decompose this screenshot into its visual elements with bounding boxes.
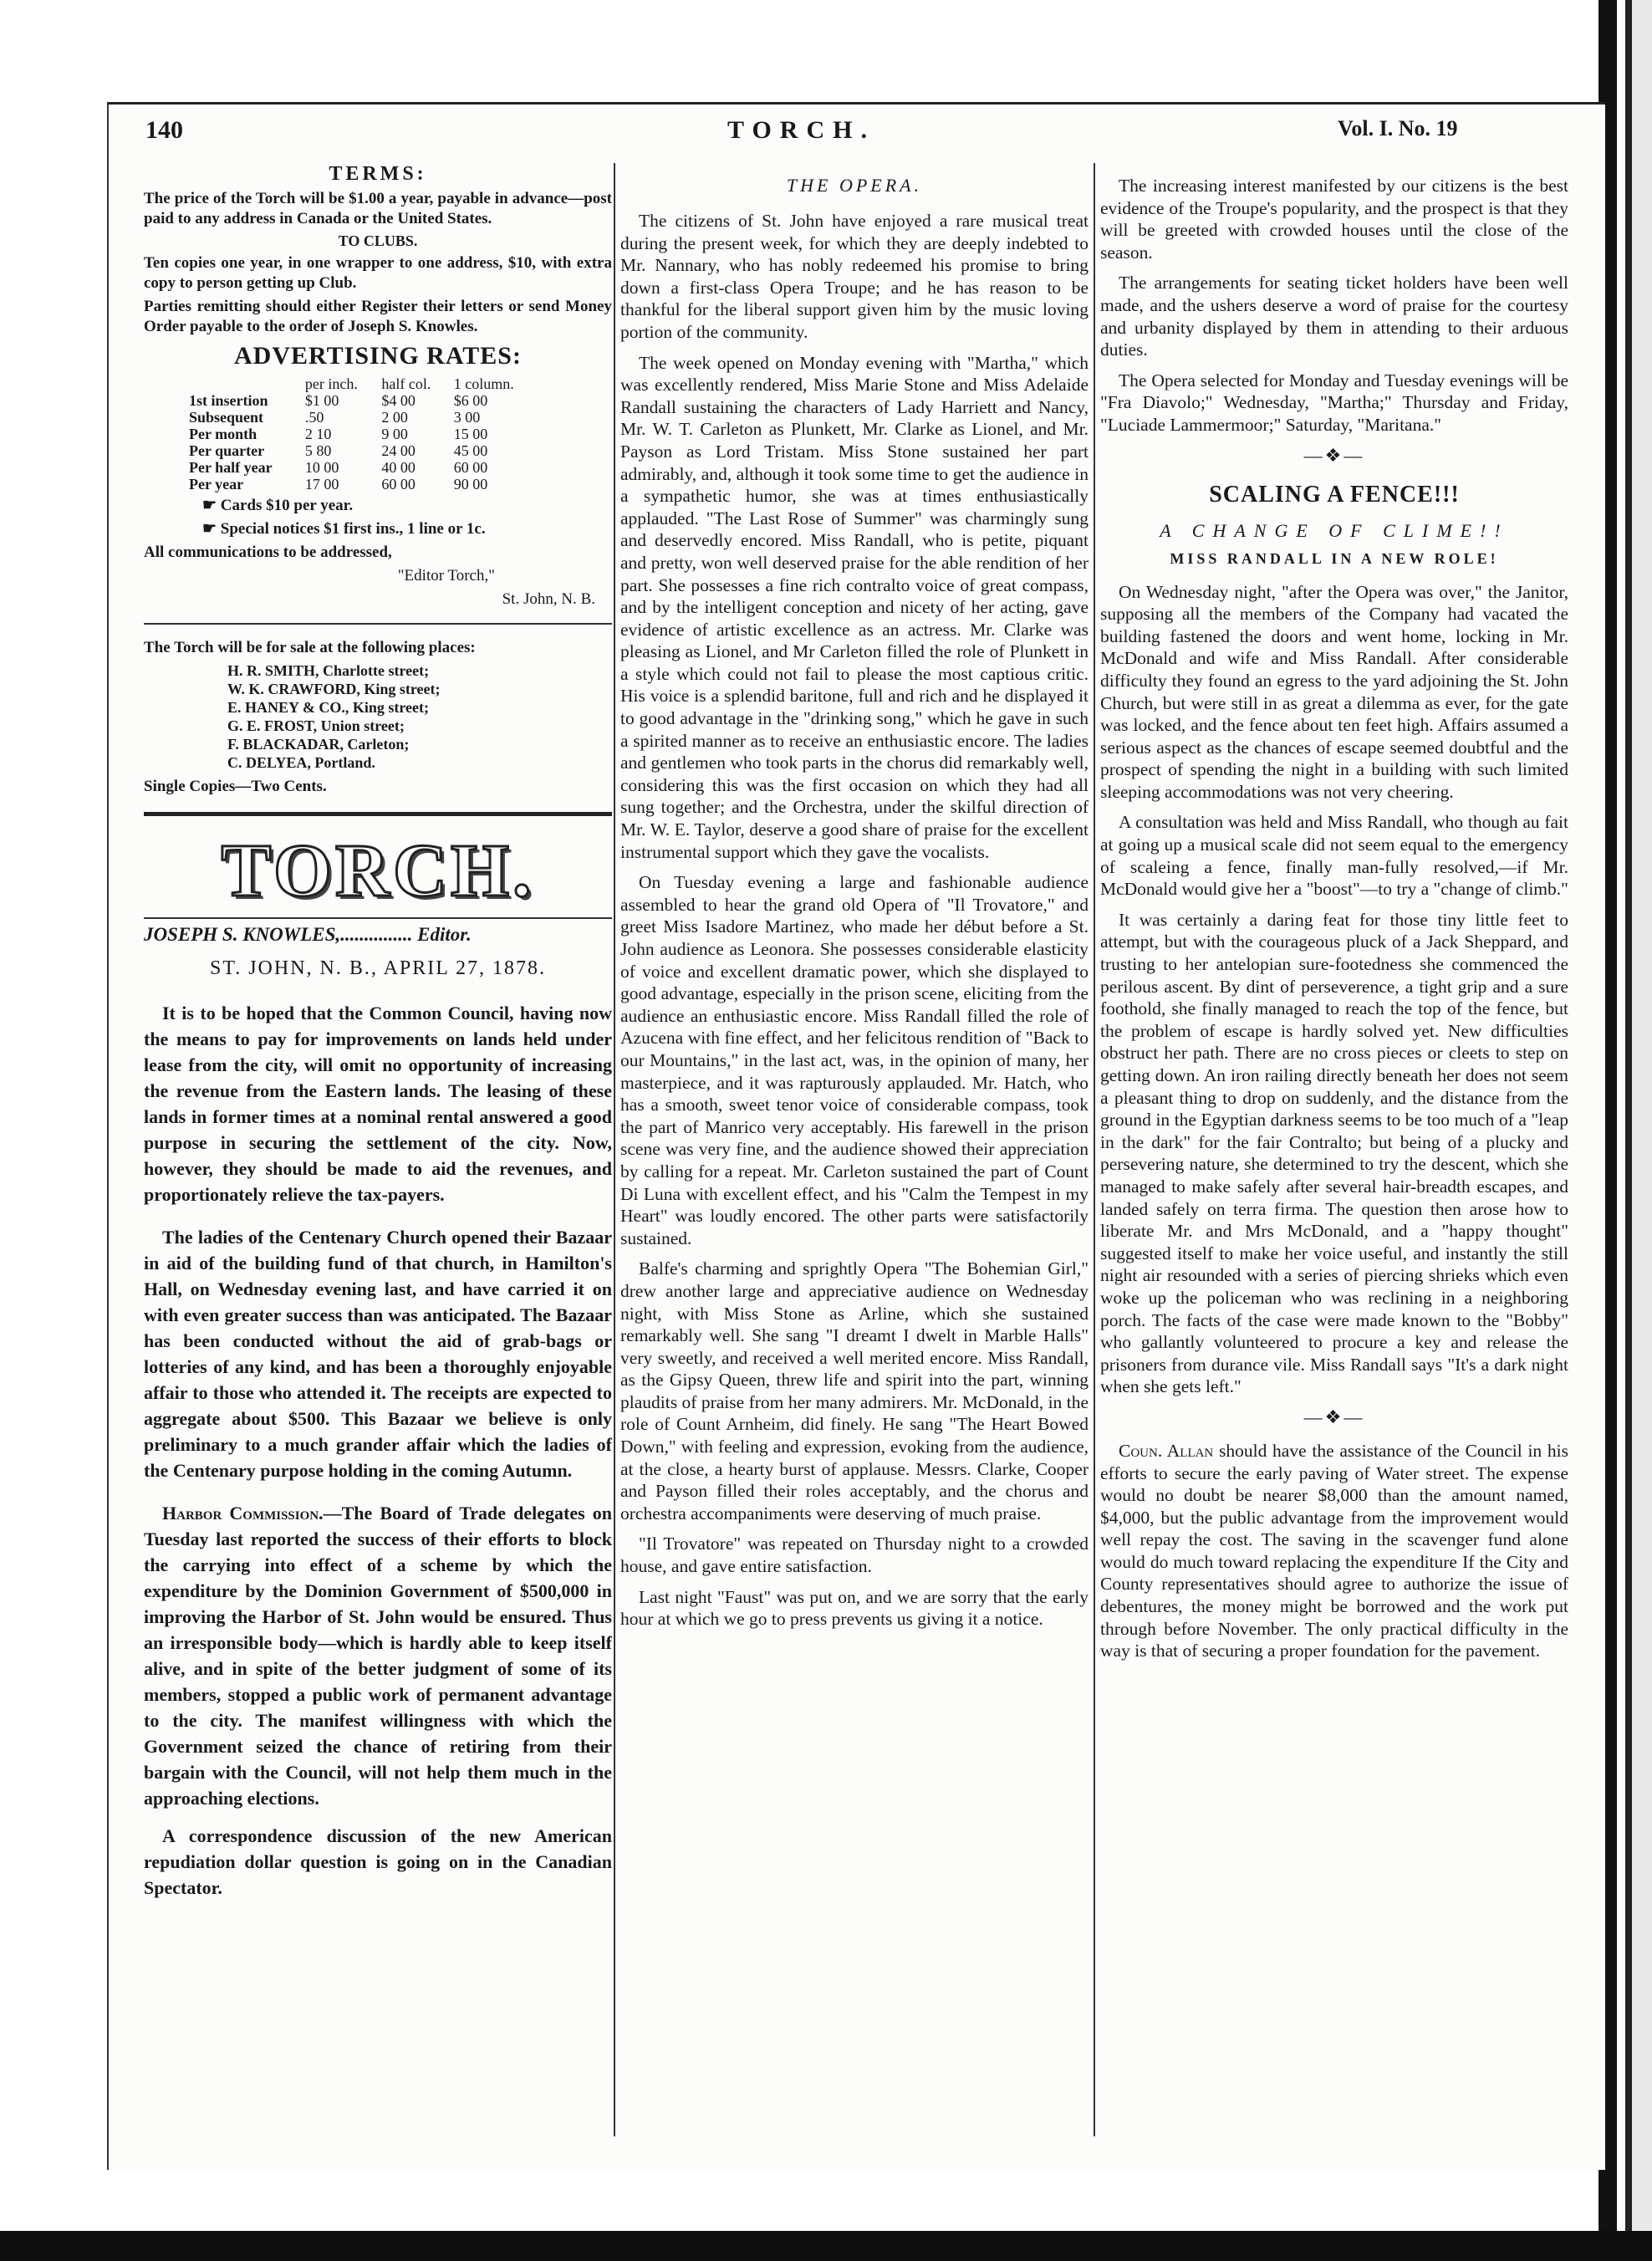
pointing-hand-icon: ☛ (202, 497, 221, 514)
opera-paragraph: "Il Trovatore" was repeated on Thursday night to a crowded house, and gave entire satisfaction. (620, 1534, 1089, 1577)
table-row (186, 459, 537, 476)
terms-clubs: Ten copies one year, in one wrapper to one address, $10, with extra copy to person getting up Club. (144, 254, 612, 292)
fence-paragraph: On Wednesday night, "after the Opera was over," the Janitor, supposing all the members of the Company had vacated the building fastened the doors and went home, locking in Mr. McDonald and wife and Miss Randall. After considerable difficulty they found an egress to the yard adjoining the St. John Church, but were still in as great a dilemma as ever, for the gate was locked, and the fence about ten feet high. Affairs assumed a serious aspect as the chances of escape seemed doubtful and the prospect of spending the night in a building with such limited sleeping accommodations was not very cheering. (1100, 581, 1568, 802)
column-3 (1100, 175, 1568, 1671)
table-cell: 2 00 (381, 409, 408, 426)
table-cell: 10 00 (304, 459, 339, 476)
troupe-popularity: The increasing interest manifested by our citizens is the best evidence of the Troupe's popularity, and the prospect is that they will be greeted with crowded houses until the close of the season. (1100, 176, 1568, 263)
table-cell: 2 10 (304, 426, 332, 442)
fence-headline: SCALING A FENCE!!! (1209, 481, 1460, 508)
opera-paragraph: Last night "Faust" was put on, and we are sorry that the early hour at which we go to press prevents us giving it a notice. (620, 1586, 1089, 1630)
binding-shadow-2 (1625, 0, 1632, 2261)
table-cell: 45 00 (453, 442, 488, 459)
seating-arrangements: The arrangements for seating ticket holders have been well made, and the ushers deserve a word of praise for the courtesy and urbanity displayed by them in attending to their arduous duties. (1100, 273, 1568, 360)
table-cell: 17 00 (304, 476, 339, 493)
table-cell: $1 00 (304, 392, 339, 409)
column-rule-2 (1094, 163, 1095, 2136)
table-row (186, 442, 537, 459)
editor-line: JOSEPH S. KNOWLES,............... Editor. (144, 924, 472, 945)
list-item: E. HANEY & CO., King street; (227, 699, 429, 716)
fence-subheadline: A CHANGE OF CLIME!! (1160, 519, 1509, 541)
table-cell: 3 00 (453, 409, 481, 426)
table-cell: Subsequent (189, 409, 264, 426)
divider (144, 917, 612, 919)
opera-paragraph: On Tuesday evening a large and fashionable audience assembled to hear the grand old Opera of "Il Trovatore," and greet Miss Isadore Martinez, who made her début before a St. John audience as Leonora. She possesses considerable elasticity of voice and excellent dramatic power, which she displayed to good advantage, especially in the prison scene, eliciting from the audience an enthusiastic encore. Miss Randall filled the role of Azucena with fine effect, and her felicitous rendition of "Back to our Mountains," in the last act, was, in the opinion of many, her masterpiece, and it was rapturously applauded. Mr. Hatch, who has a smooth, sweet tenor voice of considerable compass, took the part of Manrico very acceptably. His farewell in the prison scene was very fine, and the audience showed their appreciation by calling for a repeat. Mr. Carleton sustained the part of Count Di Luna with excellent effect, and his "Calm the Tempest in my Heart" was loudly encored. The other parts were satisfactorily sustained. (620, 872, 1089, 1248)
thick-divider (144, 812, 612, 816)
table-header-cell: per inch. (304, 375, 358, 392)
table-row (186, 392, 537, 409)
opera-heading: THE OPERA. (786, 175, 923, 196)
table-row (186, 409, 537, 426)
list-item: C. DELYEA, Portland. (227, 754, 375, 771)
table-row (186, 426, 537, 442)
table-cell: Per year (189, 476, 244, 493)
advertising-heading: ADVERTISING RATES: (234, 342, 522, 370)
column-rule-1 (614, 163, 615, 2136)
table-row (186, 476, 537, 493)
table-cell: 5 80 (304, 442, 332, 459)
page-number: 140 (145, 116, 183, 144)
cards-rate: ☛ Cards $10 per year. (202, 497, 354, 514)
table-cell: Per month (189, 426, 257, 442)
fence-subheadline-2: MISS RANDALL IN A NEW ROLE! (1170, 549, 1499, 567)
opera-paragraph: The week opened on Monday evening with "Martha," which was excellently rendered, Miss Marie Stone and Miss Adelaide Randall sustaining the characters of Lady Harriett and Nancy, Mr. W. T. Carleton as Plunkett, Mr. Clarke as Lionel, and Mr. Payson as Lord Tristam. Miss Stone sustained her part admirably, and, although it took some time to get the audience in a sympathetic humor, she was at times enthusiastically applauded. "The Last Rose of Summer" was charmingly sung and deservedly encored. Miss Randall, who is petite, piquant and pretty, won well deserved praise for the able rendition of her part. She possesses a fine rich contralto voice of great compass, and by the intelligent conception and nicety of her acting, gave evidence of artistic excellence as an actress. Mr. Clarke was pleasing as Lionel, and Mr Carleton filled the role of Plunkett in a style which could not fail to please the most captious critic. His voice is a splendid baritone, full and rich and he displayed it to good advantage in the "drinking song," which he gave in such a spirited manner as to receive an enthusiastic encore. The ladies and gentlemen who took parts in the chorus did remarkably well, considering this was the first occasion on which they had all sung together; and the Orchestra, under the skilful direction of Mr. W. E. Taylor, deserve a good share of praise for the excellent instrumental support which they gave the vocalists. (620, 352, 1089, 862)
pointing-hand-icon: ☛ (202, 520, 221, 538)
allan-paragraph: Coun. Allan should have the assistance of the Council in his efforts to secure the early paving of Water street. The expense would no doubt be nearer $8,000 than the amount named, $4,000, but the public advantage from the improvement would well repay the cost. The saving in the scavenger fund alone would do much toward replacing the expenditure If the City and County representatives should agree to authorize the issue of debentures, the money might be borrowed and the work put through before November. The only practical difficulty in the way is that of securing a proper foundation for the pavement. (1100, 1440, 1568, 1661)
terms-heading: TERMS: (329, 163, 427, 185)
column-2 (620, 175, 1089, 1639)
masthead-title: TORCH. (221, 829, 535, 912)
table-cell: 24 00 (381, 442, 416, 459)
table-cell: 15 00 (453, 426, 488, 442)
opera-schedule: The Opera selected for Monday and Tuesday evenings will be "Fra Diavolo;" Wednesday, "Martha;" Thursday and Friday, "Luciade Lammermoor;" Saturday, "Maritana." (1100, 370, 1568, 435)
advertising-rates-table (186, 375, 537, 493)
harbor-lead: Harbor Commission. (162, 1503, 324, 1523)
agent-list (227, 661, 612, 772)
table-cell: Per quarter (189, 442, 265, 459)
list-item: F. BLACKADAR, Carleton; (227, 736, 410, 753)
table-cell: 60 00 (453, 459, 488, 476)
clubs-heading: TO CLUBS. (338, 232, 418, 249)
newspaper-page (107, 102, 1605, 2170)
list-item: W. K. CRAWFORD, King street; (227, 681, 441, 697)
table-header-cell: half col. (381, 375, 431, 392)
table-cell: 90 00 (453, 476, 488, 493)
ornament-divider: —❖— (1303, 1406, 1365, 1427)
divider (144, 623, 612, 625)
single-copies: Single Copies—Two Cents. (144, 778, 327, 795)
table-cell: $4 00 (381, 392, 416, 409)
sale-intro: The Torch will be for sale at the following places: (144, 639, 476, 656)
scan-bottom-edge (0, 2231, 1652, 2261)
running-title: TORCH. (727, 116, 875, 144)
table-header-cell (186, 375, 302, 392)
allan-lead: Coun. Allan (1119, 1440, 1214, 1461)
ornament-divider: —❖— (1303, 444, 1365, 466)
fence-paragraph: A consultation was held and Miss Randall, who though au fait at going up a musical scale did not seem equal to the emergency of scaleing a fence, finally man-fully resolved,—if Mr. McDonald would give her a "boost"—to try a "change of climb." (1100, 812, 1568, 900)
list-item: H. R. SMITH, Charlotte street; (227, 662, 430, 679)
table-cell: .50 (304, 409, 324, 426)
editorial-correspondence: A correspondence discussion of the new American repudiation dollar question is going on in the Canadian Spectator. (144, 1825, 612, 1898)
editorial-harbor: Harbor Commission.—The Board of Trade delegates on Tuesday last reported the success of their efforts to block the carrying into effect of a scheme by which the expenditure by the Dominion Government of $500,000 in improving the Harbor of St. John would be ensured. Thus an irresponsible body—which is hardly able to keep itself alive, and in spite of the better judgment of some of its members, stopped a public work of permanent advantage to the city. The manifest willingness with which the Government seized the chance of retiring from their bargain with the Council, will not help them much in the approaching elections. (144, 1503, 612, 1809)
table-cell: 40 00 (381, 459, 416, 476)
fence-paragraph: It was certainly a daring feat for those tiny little feet to attempt, but with the courageous pluck of a Jack Sheppard, and trusting to her antelopian sure-footedness she commenced the perilous ascent. By dint of perseverence, a tight grip and a sure foothold, she finally managed to reach the top of the fence, but the problem of escape is hardly solved yet. New difficulties obstruct her path. There are no cross pieces or cleets to step on getting down. An iron railing directly beneath her does not seem a pleasant thing to drop on suddenly, and the distance from the ground in the Egyptian darkness seems to be too much of a "leap in the dark" for the fair Contralto; but being of a plucky and persevering nature, she determined to try the descent, which she managed to make safely after several hair-breadth escapes, and landed safely on terra firma. The question then arose how to liberate Mr. and Mrs McDonald, and a "happy thought" suggested itself to make her voice useful, and instantly the still night air resounded with a series of piercing shrieks which even woke up the policeman who was reclining in a neighboring porch. The facts of the case were made known to the "Bobby" who gallantly volunteered to procure a key and release the prisoners from durance vile. Miss Randall says "It's a dark night when she gets left." (1100, 909, 1568, 1397)
opera-paragraph: Balfe's charming and sprightly Opera "The Bohemian Girl," drew another large and appreciative audience on Wednesday night, with Miss Stone as Arline, which she sustained remarkably well. She sang "I dreamt I dwelt in Marble Halls" very sweetly, and received a well merited encore. Miss Randall, as the Gipsy Queen, threw life and spirit into the part, winning plaudits of praise from her many admirers. Mr. McDonald, in the role of Count Arnheim, did finely. He sang "The Heart Bowed Down," with feeling and expression, evoking from the audience, at the close, a hearty burst of applause. Messrs. Clarke, Cooper and Payson filled their roles acceptably, and the chorus and orchestra accompaniments were deserving of much praise. (620, 1258, 1089, 1523)
editor-address-line-2: St. John, N. B. (502, 590, 595, 608)
table-header-row (186, 375, 537, 392)
column-1 (144, 163, 612, 1909)
special-rate: ☛ Special notices $1 first ins., 1 line or 1c. (202, 520, 486, 538)
editorial-common-council: It is to be hoped that the Common Council, having now the means to pay for improvements on lands held under lease from the city, will omit no opportunity of increasing the revenue from the Eastern lands. The leasing of these lands in former times at a nominal rental answered a good purpose in securing the settlement of the city. Now, however, they should be made to aid the revenues, and proportionately relieve the tax-payers. (144, 1003, 612, 1205)
table-cell: 60 00 (381, 476, 416, 493)
editor-address-line-1: "Editor Torch," (397, 567, 495, 584)
table-cell: $6 00 (453, 392, 488, 409)
terms-price: The price of the Torch will be $1.00 a year, payable in advance—post paid to any address in Canada or the United States. (144, 190, 612, 227)
volume-number: Vol. I. No. 19 (1338, 116, 1458, 140)
terms-remit: Parties remitting should either Register their letters or send Money Order payable to the order of Joseph S. Knowles. (144, 298, 612, 335)
opera-paragraph: The citizens of St. John have enjoyed a rare musical treat during the present week, for which they are deeply indebted to Mr. Nannary, who has nobly redeemed his promise to bring down a first-class Opera Troupe; and he has reason to be thankful for the liberal support given him by the music loving portion of the community. (620, 211, 1089, 342)
communications-note: All communications to be addressed, (144, 544, 392, 561)
editorial-bazaar: The ladies of the Centenary Church opened their Bazaar in aid of the building fund of that church, in Hamilton's Hall, on Wednesday evening last, and have carried it on with even greater success than was anticipated. The Bazaar has been conducted without the aid of grab-bags or lotteries of any kind, and has been a thoroughly enjoyable affair to those who attended it. The receipts are expected to aggregate about $500. This Bazaar we believe is only preliminary to a much grander affair which the ladies of the Centenary purpose holding in the coming Autumn. (144, 1227, 612, 1481)
dateline: ST. JOHN, N. B., APRIL 27, 1878. (209, 957, 547, 979)
table-header-cell: 1 column. (453, 375, 514, 392)
table-cell: 9 00 (381, 426, 408, 442)
table-cell: 1st insertion (189, 392, 268, 409)
page-right-edge (1632, 0, 1652, 2261)
table-cell: Per half year (189, 459, 273, 476)
list-item: G. E. FROST, Union street; (227, 717, 405, 734)
